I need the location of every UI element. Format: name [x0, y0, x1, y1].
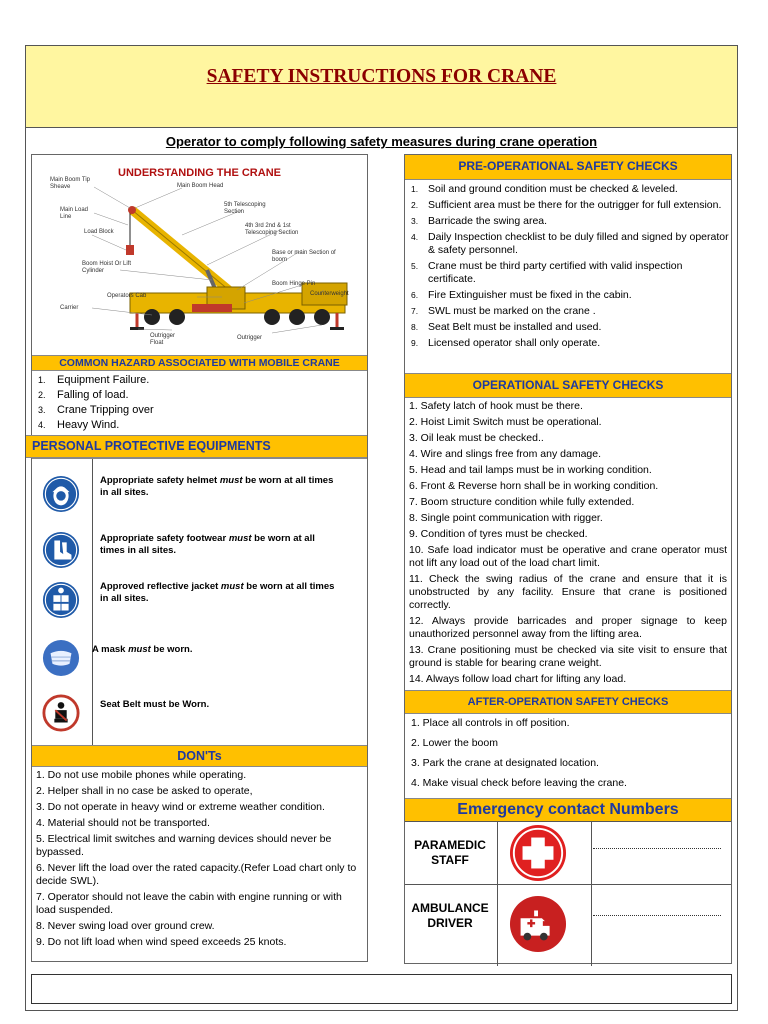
hazard-item: 1. Equipment Failure. — [38, 374, 150, 386]
hazard-item: 2. Falling of load. — [38, 389, 129, 401]
pre-check-item: 5. Crane must be third party certified with valid inspection certificate. — [411, 260, 683, 285]
after-check-item: 2. Lower the boom — [411, 737, 498, 749]
crane-wheel — [144, 309, 160, 325]
paramedic-number-field[interactable] — [593, 848, 721, 849]
ppe-jacket-text: Approved reflective jacket must be worn at all times in all sites. — [100, 581, 335, 604]
ppe-seatbelt-text: Seat Belt must be Worn. — [100, 699, 210, 710]
ambulance-number-field[interactable] — [593, 915, 721, 916]
dont-item: 8. Never swing load over ground crew. — [36, 920, 215, 932]
page-subtitle: Operator to comply following safety measures during crane operation — [165, 134, 598, 149]
pre-check-item: 9. Licensed operator shall only operate. — [411, 337, 601, 349]
ambulance-icon — [509, 895, 567, 953]
hazard-list — [32, 373, 367, 433]
crane-diagram — [32, 155, 367, 355]
ppe-mask-text: A mask must be worn. — [92, 644, 193, 655]
right-column — [404, 154, 732, 964]
crane-outrigger-float — [330, 327, 344, 330]
pre-check-item: 8. Seat Belt must be installed and used. — [411, 321, 602, 333]
seatbelt-icon — [42, 694, 80, 732]
op-check-item: 8. Single point communication with rigger. — [409, 512, 603, 524]
medical-cross-icon — [509, 824, 567, 882]
ppe-helmet-text: Appropriate safety helmet must be worn at all times in all sites. — [100, 475, 334, 498]
contact-paramedic — [405, 821, 731, 884]
dont-item: 7. Operator should not leave the cabin with engine running or with load suspended. — [36, 891, 342, 916]
ppe-heading: PERSONAL PROTECTIVE EQUIPMENTS — [26, 435, 367, 458]
after-operation-list — [405, 717, 731, 797]
hazard-heading: COMMON HAZARD ASSOCIATED WITH MOBILE CRANE — [32, 355, 367, 371]
pre-check-item: 6. Fire Extinguisher must be fixed in the cabin. — [411, 289, 632, 301]
pre-operational-heading: PRE-OPERATIONAL SAFETY CHECKS — [405, 155, 731, 180]
footer-box — [31, 974, 732, 1004]
label-hinge-pin: Boom Hinge Pin — [272, 281, 316, 287]
label-hoist-cylinder: Boom Hoist Or Lift Cylinder — [82, 261, 132, 274]
emergency-contacts — [405, 798, 731, 965]
pre-check-item: 2. Sufficient area must be there for the outrigger for full extension. — [411, 199, 722, 211]
op-check-item: 14. Always follow load chart for lifting any load. — [409, 673, 627, 685]
crane-load-block — [126, 245, 134, 255]
crane-diagram-title: UNDERSTANDING THE CRANE — [118, 167, 281, 179]
ppe-footwear-text: Appropriate safety footwear must be worn at all times in all sites. — [100, 533, 315, 556]
op-check-item: 1. Safety latch of hook must be there. — [409, 400, 583, 412]
dont-item: 6. Never lift the load over the rated capacity.(Refer Load chart only to decide SWL). — [36, 862, 357, 887]
crane-wheel — [289, 309, 305, 325]
op-check-item: 3. Oil leak must be checked.. — [409, 432, 544, 444]
dont-item: 4. Material should not be transported. — [36, 817, 210, 829]
donts-list — [32, 769, 367, 952]
label-cab: Operators Cab — [107, 293, 147, 299]
safety-sheet — [25, 45, 738, 1011]
emergency-heading: Emergency contact Numbers — [405, 799, 731, 821]
crane-outrigger-float — [130, 327, 144, 330]
dont-item: 2. Helper shall in no case be asked to operate, — [36, 785, 253, 797]
op-check-item: 4. Wire and slings free from any damage. — [409, 448, 602, 460]
crane-stripes — [192, 304, 232, 312]
helmet-icon — [42, 475, 80, 513]
dont-item: 9. Do not lift load when wind speed exceeds 25 knots. — [36, 936, 287, 948]
contact-ambulance-label: AMBULANCE DRIVER — [411, 901, 489, 930]
hazard-item: 4. Heavy Wind. — [38, 419, 120, 431]
label-counterweight: Counterweight — [310, 291, 349, 297]
left-column — [31, 154, 368, 962]
crane-wheel — [314, 309, 330, 325]
dont-item: 3. Do not operate in heavy wind or extreme weather condition. — [36, 801, 325, 813]
contact-paramedic-label: PARAMEDIC STAFF — [414, 838, 486, 867]
label-tip-sheave: Main Boom Tip Sheave — [50, 177, 91, 190]
hazard-item: 3. Crane Tripping over — [38, 404, 154, 416]
dont-item: 5. Electrical limit switches and warning devices should never be bypassed. — [36, 833, 332, 858]
after-check-item: 1. Place all controls in off position. — [411, 717, 570, 729]
operational-heading: OPERATIONAL SAFETY CHECKS — [405, 373, 731, 398]
label-telescoping: 4th 3rd 2nd & 1st Telescoping Section — [245, 223, 299, 236]
crane-wheel — [169, 309, 185, 325]
op-check-item: 10. Safe load indicator must be operative and crane operator must not lift any load out of the load chart limit. — [409, 544, 727, 569]
op-check-item: 2. Hoist Limit Switch must be operational. — [409, 416, 602, 428]
op-check-item: 6. Front & Reverse horn shall be in working condition. — [409, 480, 659, 492]
donts-heading: DON'Ts — [32, 745, 367, 767]
op-check-item: 12. Always provide barricades and proper signage to keep unauthorized personnel away from the lifting area. — [409, 615, 727, 640]
op-check-item: 5. Head and tail lamps must be in working condition. — [409, 464, 652, 476]
page-title: SAFETY INSTRUCTIONS FOR CRANE — [206, 66, 557, 87]
pre-check-item: 4. Daily Inspection checklist to be duly filled and signed by operator & safety personnel. — [411, 231, 729, 256]
contact-ambulance — [405, 884, 731, 966]
label-load-block: Load Block — [84, 229, 114, 235]
pre-operational-list — [405, 183, 731, 353]
label-outrigger-float: Outrigger Float — [150, 333, 176, 346]
label-carrier: Carrier — [60, 305, 79, 311]
after-operation-heading: AFTER-OPERATION SAFETY CHECKS — [405, 690, 731, 714]
label-outrigger: Outrigger — [237, 335, 263, 341]
op-check-item: 13. Crane positioning must be checked via site visit to ensure that ground is stable for bearing crane weight. — [409, 644, 727, 669]
boot-icon — [42, 531, 80, 569]
crane-tip-sheave — [128, 206, 136, 214]
after-check-item: 4. Make visual check before leaving the crane. — [411, 777, 627, 789]
label-fifth-section: 5th Telescoping Section — [224, 202, 266, 215]
pre-check-item: 3. Barricade the swing area. — [411, 215, 548, 227]
crane-wheel — [264, 309, 280, 325]
op-check-item: 9. Condition of tyres must be checked. — [409, 528, 588, 540]
dont-item: 1. Do not use mobile phones while operating. — [36, 769, 247, 781]
ppe-section — [32, 458, 367, 745]
mask-icon — [42, 639, 80, 677]
header-band — [26, 46, 737, 128]
label-load-line: Main Load Line — [60, 207, 89, 220]
after-check-item: 3. Park the crane at designated location. — [411, 757, 599, 769]
op-check-item: 7. Boom structure condition while fully extended. — [409, 496, 635, 508]
pre-check-item: 7. SWL must be marked on the crane . — [411, 305, 596, 317]
label-base-section: Base or main Section of boom — [272, 250, 336, 263]
operational-list — [405, 400, 731, 689]
ppe-divider — [92, 459, 93, 746]
label-boom-head: Main Boom Head — [177, 183, 224, 189]
op-check-item: 11. Check the swing radius of the crane and ensure that it is unobstructed by any facility. Ensure that crane is positioned correctly. — [409, 573, 727, 611]
pre-check-item: 1. Soil and ground condition must be checked & leveled. — [411, 183, 678, 195]
jacket-icon — [42, 581, 80, 619]
